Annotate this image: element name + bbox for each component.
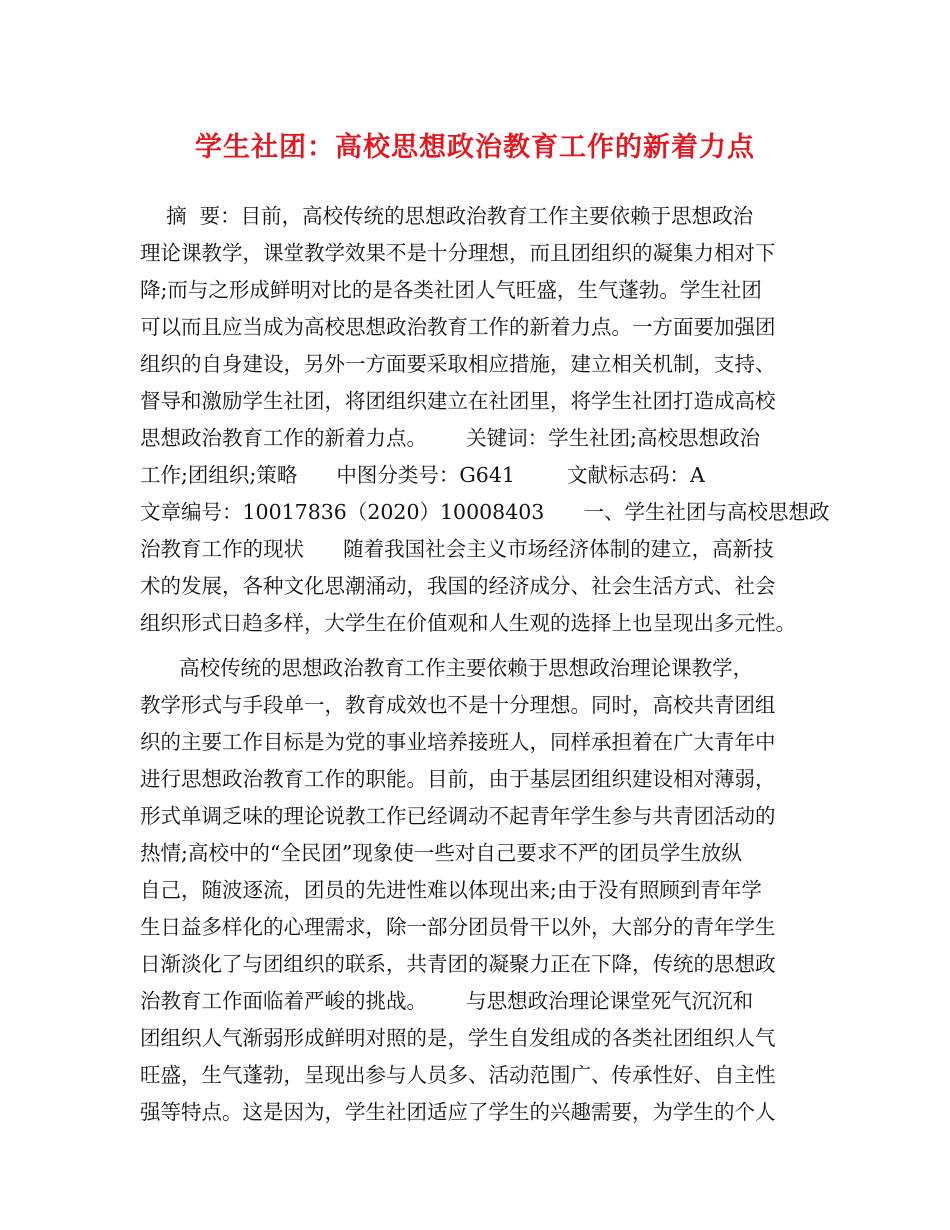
body-line: 治教育工作的现状 随着我国社会主义市场经济体制的建立，高新技 [140,537,774,561]
body-line: 组织形式日趋多样，大学生在价值观和人生观的选择上也呈现出多元性。 [140,611,796,635]
body-line: 日渐淡化了与团组织的联系，共青团的凝聚力正在下降，传统的思想政 [140,952,776,976]
body-line: 组织的自身建设，另外一方面要采取相应措施，建立相关机制，支持、 [140,352,776,376]
body-line: 降;而与之形成鲜明对比的是各类社团人气旺盛，生气蓬勃。学生社团 [140,278,762,302]
body-line: 督导和激励学生社团，将团组织建立在社团里，将学生社团打造成高校 [140,389,776,413]
body-line: 形式单调乏味的理论说教工作已经调动不起青年学生参与共青团活动的 [140,804,776,828]
body-line: 摘 要：目前，高校传统的思想政治教育工作主要依赖于思想政治 [140,204,754,228]
body-line: 工作;团组织;策略 中图分类号：G641 文献标志码：A [140,463,705,487]
body-line: 可以而且应当成为高校思想政治教育工作的新着力点。一方面要加强团 [140,315,776,339]
body-line: 教学形式与手段单一，教育成效也不是十分理想。同时，高校共青团组 [140,693,776,717]
body-line: 思想政治教育工作的新着力点。 关键词：学生社团;高校思想政治 [140,426,761,450]
body-line: 生日益多样化的心理需求，除一部分团员骨干以外，大部分的青年学生 [140,915,776,939]
body-line: 高校传统的思想政治教育工作主要依赖于思想政治理论课教学， [140,656,754,680]
body-line: 团组织人气渐弱形成鲜明对照的是，学生自发组成的各类社团组织人气 [140,1026,776,1050]
body-line: 文章编号：10017836（2020）10008403 一、学生社团与高校思想政 [140,500,830,524]
body-line: 术的发展，各种文化思潮涌动，我国的经济成分、社会生活方式、社会 [140,574,776,598]
body-line: 织的主要工作目标是为党的事业培养接班人，同样承担着在广大青年中 [140,730,776,754]
body-line: 自己，随波逐流，团员的先进性难以体现出来;由于没有照顾到青年学 [140,878,762,902]
body-line: 理论课教学，课堂教学效果不是十分理想，而且团组织的凝集力相对下 [140,241,776,265]
body-line: 治教育工作面临着严峻的挑战。 与思想政治理论课堂死气沉沉和 [140,989,754,1013]
body-line: 旺盛，生气蓬勃，呈现出参与人员多、活动范围广、传承性好、自主性 [140,1063,776,1087]
body-line: 进行思想政治教育工作的职能。目前，由于基层团组织建设相对薄弱， [140,767,776,791]
document-body [140,198,830,1131]
body-line: 热情;高校中的“全民团”现象使一些对自己要求不严的团员学生放纵 [140,841,742,865]
document-title: 学生社团：高校思想政治教育工作的新着力点 [195,132,755,163]
body-line: 强等特点。这是因为，学生社团适应了学生的兴趣需要，为学生的个人 [140,1100,776,1124]
